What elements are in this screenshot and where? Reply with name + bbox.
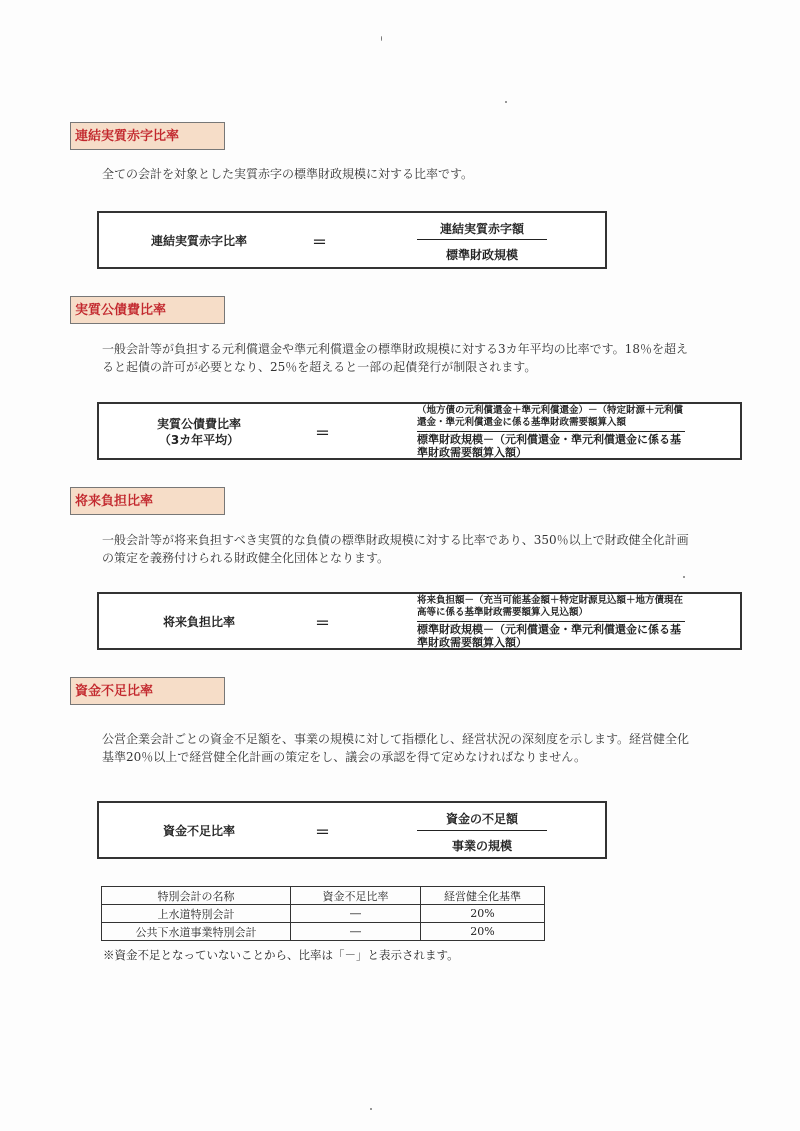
section-description: 一般会計等が負担する元利償還金や準元利償還金の標準財政規模に対する3カ年平均の比率です。18％を超えると起債の許可が必要となり、25％を超えると一部の起債発行が制限されます。 xyxy=(102,342,688,374)
formula-numerator: （地方債の元利償還金＋準元利償還金）－（特定財源＋元利償還金・準元利償還金に係る基準財政需要額算入額 xyxy=(417,405,684,428)
formula-box xyxy=(97,402,742,460)
equals-sign: ＝ xyxy=(312,233,328,251)
table-cell: 上水道特別会計 xyxy=(102,905,291,923)
table-cell: 公共下水道事業特別会計 xyxy=(102,923,291,941)
formula-name: 連結実質赤字比率 xyxy=(150,234,247,248)
formula-name-sub: （3カ年平均） xyxy=(158,433,240,447)
table-header: 経営健全化基準 xyxy=(421,887,545,905)
formula-name: 資金不足比率 xyxy=(162,824,235,838)
formula-numerator: 連結実質赤字額 xyxy=(439,222,524,236)
formula-box xyxy=(97,801,607,859)
formula-name-main: 実質公債費比率 xyxy=(156,417,241,431)
table-cell: 20% xyxy=(421,905,545,923)
formula-name: 将来負担比率 xyxy=(162,615,235,629)
table-cell: ― xyxy=(291,923,421,941)
formula-denominator: 標準財政規模－（元利償還金・準元利償還金に係る基準財政需要額算入額） xyxy=(417,623,681,649)
scan-speck xyxy=(370,1108,372,1110)
formula-denominator: 事業の規模 xyxy=(451,839,512,853)
section-heading-fund-shortage: 資金不足比率 xyxy=(70,677,225,705)
formula-box xyxy=(97,592,742,650)
section-heading-future-burden: 将来負担比率 xyxy=(70,487,225,515)
fraction-bar xyxy=(417,239,547,240)
formula-numerator: 将来負担額－（充当可能基金額＋特定財源見込額＋地方債現在高等に係る基準財政需要額算入見込額） xyxy=(417,595,684,618)
footnote: ※資金不足となっていないことから、比率は「－」と表示されます。 xyxy=(103,948,459,962)
table-cell: ― xyxy=(291,905,421,923)
scan-speck xyxy=(505,101,507,103)
section-description: 一般会計等が将来負担すべき実質的な負債の標準財政規模に対する比率であり、350％以上で財政健全化計画の策定を義務付けられる財政健全化団体となります。 xyxy=(102,533,689,565)
table-header: 特別会計の名称 xyxy=(102,887,291,905)
fraction-bar xyxy=(417,431,685,432)
table-row xyxy=(102,905,545,923)
table-header: 資金不足比率 xyxy=(291,887,421,905)
equals-sign: ＝ xyxy=(315,823,331,841)
equals-sign: ＝ xyxy=(315,424,331,442)
table-cell: 20% xyxy=(421,923,545,941)
formula-name xyxy=(109,416,289,448)
formula-denominator: 標準財政規模 xyxy=(445,248,518,262)
table-row xyxy=(102,923,545,941)
scan-speck xyxy=(683,576,685,578)
formula-numerator: 資金の不足額 xyxy=(445,812,518,826)
section-description: 全ての会計を対象とした実質赤字の標準財政規模に対する比率です。 xyxy=(102,167,474,181)
fraction-bar xyxy=(417,830,547,831)
formula-box xyxy=(97,211,607,269)
section-description: 公営企業会計ごとの資金不足額を、事業の規模に対して指標化し、経営状況の深刻度を示します。経営健全化基準20％以上で経営健全化計画の策定をし、議会の承認を得て定めなければなりません。 xyxy=(102,732,690,764)
fraction-bar xyxy=(417,621,685,622)
equals-sign: ＝ xyxy=(315,614,331,632)
section-heading-consolidated-deficit: 連結実質赤字比率 xyxy=(70,122,225,150)
section-heading-real-debt-service: 実質公債費比率 xyxy=(70,296,225,324)
formula-denominator: 標準財政規模－（元利償還金・準元利償還金に係る基準財政需要額算入額） xyxy=(417,433,681,459)
table-header-row xyxy=(102,887,545,905)
scan-speck xyxy=(381,36,382,41)
special-accounts-table xyxy=(101,886,545,941)
